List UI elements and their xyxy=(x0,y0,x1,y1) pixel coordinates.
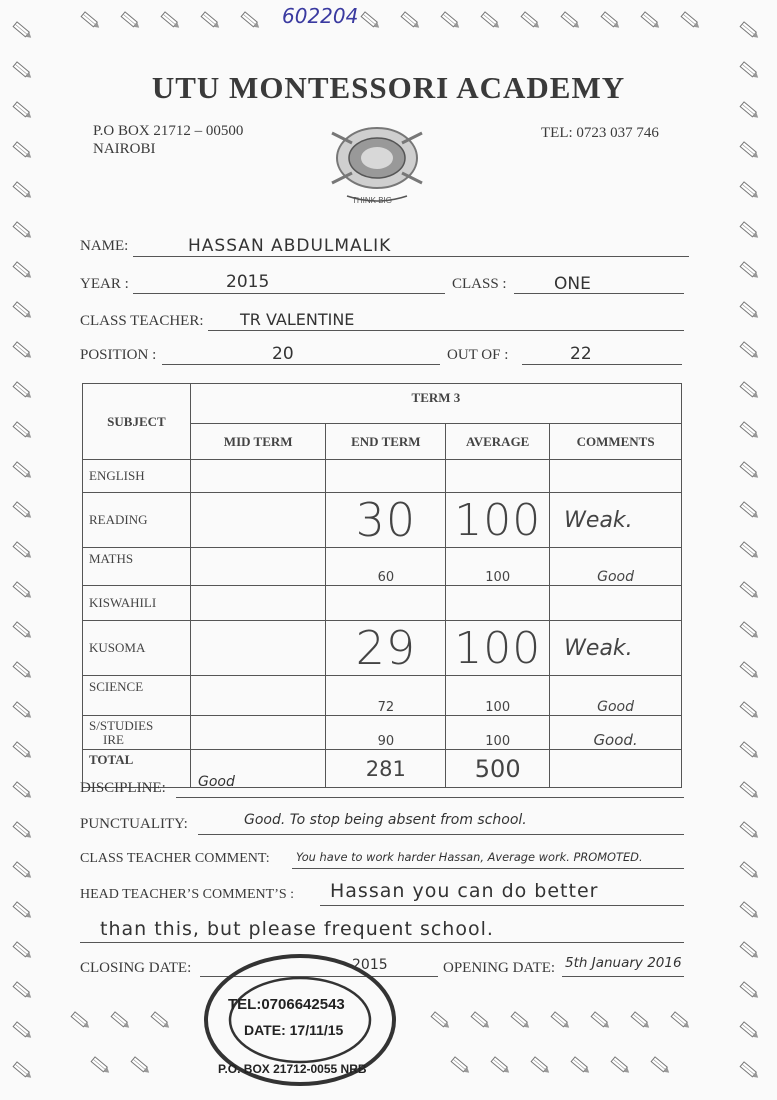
end-term-score: 72 xyxy=(326,676,446,716)
table-row xyxy=(83,548,682,586)
subject-name: SCIENCE xyxy=(83,676,191,716)
subject-name: MATHS xyxy=(83,548,191,586)
subject-name: S/STUDIES xyxy=(89,717,154,733)
subject-name: ENGLISH xyxy=(83,460,191,493)
average-score: 100 xyxy=(446,548,550,586)
student-position: 20 xyxy=(272,344,294,364)
end-term-score: 30 xyxy=(326,493,446,548)
opening-date-value: 5th January 2016 xyxy=(565,955,682,971)
punctuality-underline xyxy=(198,834,684,835)
table-row xyxy=(83,676,682,716)
head-teacher-comment-label: HEAD TEACHER’S COMMENT’S : xyxy=(80,887,295,902)
subject-cell xyxy=(83,716,191,750)
stamp-box: P.O. BOX 21712-0055 NRB xyxy=(218,1062,367,1076)
head-teacher-comment-line2: than this, but please frequent school. xyxy=(100,918,494,940)
name-underline xyxy=(133,256,689,257)
position-underline xyxy=(162,364,440,365)
average-score: 100 xyxy=(446,716,550,750)
pencil-border-left xyxy=(0,0,46,1100)
average-score: 100 xyxy=(446,676,550,716)
mid-term-header: MID TERM xyxy=(190,424,326,460)
class-teacher-underline xyxy=(208,330,684,331)
school-address-line1: P.O BOX 21712 – 00500 xyxy=(93,123,244,139)
class-teacher-comment-underline xyxy=(292,868,684,869)
comment: Good xyxy=(550,676,682,716)
subject-name: KISWAHILI xyxy=(83,586,191,621)
table-row xyxy=(83,716,682,750)
total-label: TOTAL xyxy=(83,750,191,788)
table-row xyxy=(83,750,682,788)
student-name: HASSAN ABDULMALIK xyxy=(188,236,392,256)
comment: Weak. xyxy=(550,493,682,548)
closing-date-label: CLOSING DATE: xyxy=(80,960,192,976)
table-row xyxy=(83,493,682,548)
reference-number: 602204 xyxy=(282,4,359,28)
subject-name: READING xyxy=(83,493,191,548)
head-teacher-comment-line1: Hassan you can do better xyxy=(330,880,599,902)
average-score: 100 xyxy=(446,621,550,676)
pencil-border-right xyxy=(721,0,777,1100)
end-term-score: 90 xyxy=(326,716,446,750)
end-term-score: 29 xyxy=(326,621,446,676)
table-row xyxy=(83,586,682,621)
class-teacher-name: TR VALENTINE xyxy=(240,310,355,329)
grades-table xyxy=(82,383,682,788)
comment: Good xyxy=(550,548,682,586)
subject-name-secondary: IRE xyxy=(103,731,124,747)
stamp-date: DATE: 17/11/15 xyxy=(244,1022,344,1038)
out-of-underline xyxy=(522,364,682,365)
school-logo xyxy=(322,118,432,208)
subject-name: KUSOMA xyxy=(83,621,191,676)
comments-header: COMMENTS xyxy=(550,424,682,460)
discipline-value: Good xyxy=(198,774,235,790)
out-of-count: 22 xyxy=(570,344,592,364)
table-row xyxy=(83,621,682,676)
name-label: NAME: xyxy=(80,238,129,254)
class-underline xyxy=(514,293,684,294)
year-underline xyxy=(133,293,445,294)
school-name: UTU MONTESSORI ACADEMY xyxy=(151,70,626,105)
class-label: CLASS : xyxy=(452,276,507,292)
end-term-score: 60 xyxy=(326,548,446,586)
class-teacher-comment-label: CLASS TEACHER COMMENT: xyxy=(80,851,270,866)
comment: Good. xyxy=(550,716,682,750)
head-teacher-comment-underline xyxy=(320,905,684,906)
student-class: ONE xyxy=(554,274,591,294)
end-term-header: END TERM xyxy=(326,424,446,460)
student-year: 2015 xyxy=(226,272,270,292)
position-label: POSITION : xyxy=(80,347,157,363)
school-motto: THINK BIG xyxy=(352,196,393,205)
pencil-border-top xyxy=(0,0,777,40)
punctuality-label: PUNCTUALITY: xyxy=(80,816,188,832)
subject-header: SUBJECT xyxy=(83,384,191,460)
out-of-label: OUT OF : xyxy=(447,347,509,363)
total-end-term: 281 xyxy=(326,750,446,788)
comment: Weak. xyxy=(550,621,682,676)
average-header: AVERAGE xyxy=(446,424,550,460)
discipline-underline xyxy=(176,797,684,798)
year-label: YEAR : xyxy=(80,276,129,292)
discipline-label: DISCIPLINE: xyxy=(80,780,166,796)
term-header: TERM 3 xyxy=(190,384,681,424)
opening-date-label: OPENING DATE: xyxy=(443,960,556,976)
class-teacher-label: CLASS TEACHER: xyxy=(80,313,204,329)
total-average: 500 xyxy=(446,750,550,788)
school-address-line2: NAIROBI xyxy=(93,141,156,157)
table-row xyxy=(83,460,682,493)
opening-date-underline xyxy=(562,976,684,977)
closing-date-value: 2015 xyxy=(352,957,388,973)
punctuality-value: Good. To stop being absent from school. xyxy=(244,812,527,828)
class-teacher-comment: You have to work harder Hassan, Average work. PROMOTED. xyxy=(296,850,643,864)
school-stamp xyxy=(200,940,400,1090)
stamp-tel: TEL:0706642543 xyxy=(228,996,345,1013)
average-score: 100 xyxy=(446,493,550,548)
school-telephone: TEL: 0723 037 746 xyxy=(541,125,659,141)
